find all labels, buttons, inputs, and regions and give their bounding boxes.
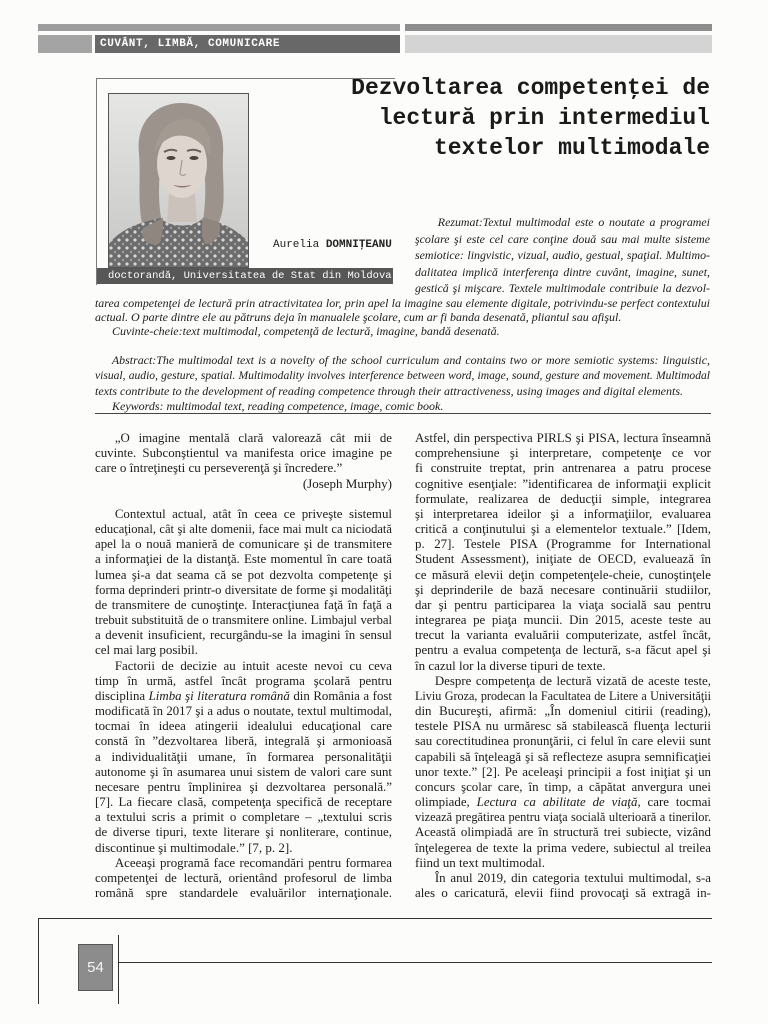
line-text: a informaţiei de la distanţă. Este momentul în care toată [95, 551, 392, 567]
line-text: tarea competenţei de lectură prin atractivitatea lor, prin apel la imagine sau elemente digitale, potrivindu-se perfect contextului [95, 296, 710, 310]
rezumat-block [415, 214, 710, 297]
body-line [95, 855, 392, 870]
rezumat-line [415, 214, 710, 231]
body-line [415, 460, 711, 475]
line-text: Liviu Groza, prodecan la Facultatea de Litere a Universităţii [415, 687, 711, 703]
line-text: competenţei de lectură, orientând profesorul de limba [95, 869, 392, 885]
line-text: dar şi pentru participarea la viaţa socială sau pentru [415, 596, 711, 612]
line-text: fiind un text multimodal. [415, 854, 545, 870]
line-text: ce măsură elevii deţin competenţele-cheie, cunoştinţele [415, 566, 711, 582]
line-text: apel la o nouă manieră de comunicare şi de transmitere [95, 536, 392, 552]
body-line [415, 521, 711, 536]
body-line [95, 551, 392, 566]
text-run: , care tocmai [637, 794, 711, 810]
line-text: Astfel, din perspectiva PIRLS şi PISA, lectura înseamnă [415, 430, 711, 445]
line-text: texts contribute to the development of reading competence through their attractiveness, using images and digital elements. [95, 383, 683, 398]
line-text: pentru a evalua competenţa de lectură, s-a făcut apel şi [415, 642, 711, 658]
section-divider [95, 413, 711, 414]
body-line [95, 627, 392, 642]
body-paragraph [95, 658, 392, 855]
line-text: „O imagine mentală clară valorează cât mii de [114, 430, 392, 445]
body-line [415, 476, 711, 491]
line-text: Factorii de decizie au intuit aceste nevoi cu ceva [114, 657, 392, 673]
body-line [95, 642, 392, 657]
header-rule-right [405, 24, 712, 31]
body-line [415, 445, 711, 460]
line-text: tocmai în ideea atingerii idealului educaţional care [95, 718, 392, 734]
line-text: educaţional, cât şi alte domenii, face mai mult ca niciodată [95, 521, 392, 536]
body-line [415, 506, 711, 521]
line-text: care o întreţineşti cu perseverenţă şi încredere.” [95, 460, 343, 476]
title-line: Dezvoltarea competenţei de [351, 75, 710, 101]
epigraph-line [95, 460, 392, 475]
title-line: textelor multimodale [433, 135, 710, 161]
body-line [415, 870, 711, 885]
line-text: în cazul lor la diverse tipuri de texte. [415, 657, 606, 673]
author-photo [108, 93, 249, 268]
line-text: Aceeaşi programă face recomandări pentru formarea [114, 854, 392, 870]
body-line [95, 582, 392, 597]
author-name [273, 238, 392, 252]
body-line [95, 718, 392, 733]
rezumat-block-wide [95, 296, 710, 324]
line-text: visual, audio, gesture, spatial. Multimodality involves interference between word, image, sound, gesture and movement. Multimodal [95, 368, 710, 383]
line-text: gestică şi mişcare. Textele multimodale contribuie la dezvol- [415, 281, 710, 295]
body-line [95, 764, 392, 779]
line-text: de transmitere de cunoştinţe. Interacţiunea faţă în faţă a [95, 596, 392, 612]
body-line [415, 824, 711, 839]
body-paragraph [415, 430, 711, 673]
line-text: din Bucureşti, afirmă: „În domeniul citirii (reading), [415, 703, 711, 719]
body-line [415, 688, 711, 703]
line-text: unor texte.” [2]. Pe aceleaşi principii a fost iniţiat şi un [415, 763, 711, 779]
right-column [415, 430, 711, 900]
body-line [95, 870, 392, 885]
author-last-name: DOMNIŢEANU [325, 239, 392, 251]
line-text: formulate, realizarea de deducţii simple, integrarea [415, 490, 711, 506]
body-paragraph [95, 855, 392, 901]
emphasized-title: Limba şi literatura română [148, 687, 290, 703]
body-line [415, 673, 711, 688]
line-text: actual. O parte dintre ele au pătruns deja în manualele şcolare, cum ar fi banda desenată, pliantul sau afişul. [95, 310, 622, 325]
abstract-line [95, 368, 710, 383]
abstract-line [95, 384, 710, 399]
line-text: Contextul actual, atât în ceea ce priveşte sistemul [114, 505, 392, 521]
abstract-block [95, 353, 710, 399]
body-line [415, 703, 711, 718]
rezumat-line [95, 296, 710, 310]
line-text: autonome şi în asumarea unui sistem de valori care sunt [95, 763, 392, 779]
author-first-name: Aurelia [273, 239, 320, 251]
line-text: concurs şcolar care, în timp, a căpătat anvergura unei [415, 778, 711, 794]
line-text: a devenit insuficient, recurgându-se la imagini în sensul [95, 627, 392, 643]
title-line: lectură prin intermediul [378, 105, 710, 131]
line-text: Rezumat:Textul multimodal este o noutate a programei [437, 215, 710, 229]
body-line [415, 718, 711, 733]
line-text: integrarea pe piaţa muncii. Din 2015, aceste teste au [415, 612, 711, 628]
paragraph-spacer [95, 491, 392, 506]
footer-rule-inner [118, 935, 119, 1004]
body-line [95, 567, 392, 582]
line-text: Abstract:The multimodal text is a novelty of the school curriculum and contains two or more semiotic systems: linguistic, [111, 353, 710, 367]
body-line [415, 794, 711, 809]
body-line [415, 430, 711, 445]
body-line [415, 840, 711, 855]
line-text: În anul 2019, din categoria textului multimodal, s-a [434, 869, 711, 885]
body-line [415, 764, 711, 779]
body-line [415, 597, 711, 612]
text-run: din România a fost [289, 687, 392, 703]
rezumat-keywords [95, 324, 710, 338]
body-line [415, 658, 711, 673]
line-text: Student Assessment), iniţiate de OECD, evaluează în [415, 551, 711, 567]
line-text: comprehensiune şi interpretare, competenţe ce vor [415, 445, 711, 461]
abstract-line [95, 353, 710, 368]
rezumat-line [415, 264, 710, 281]
line-text: p. 27]. Testele PISA (Programme for International [415, 536, 711, 552]
body-line [415, 885, 711, 900]
body-line [415, 809, 711, 824]
line-text: ales o caricatură, elevii fiind provocaţi să extragă in- [415, 885, 711, 901]
line-text: lumea şi-a dat seama că se pot dezvolta competenţe şi [95, 566, 392, 582]
line-text: de diverse tipuri, texte literare şi nonliterare, continue, [95, 824, 392, 840]
line-text: şcolare şi este cel care conţine două sau mai multe sisteme [415, 231, 710, 246]
keywords-text: Keywords: multimodal text, reading competence, image, comic book. [112, 399, 444, 413]
body-line [95, 703, 392, 718]
line-text: constă în ”dezvoltarea liberă, integrală şi armonioasă [95, 733, 392, 749]
line-text: înţelegerea de texte la prima vedere, subiectul al treilea [415, 839, 711, 855]
line-text: semiotice: lingvistic, vizual, audio, gestual, spaţial. Multimo- [415, 248, 710, 262]
body-line [415, 642, 711, 657]
body-line [95, 779, 392, 794]
rezumat-line [95, 310, 710, 324]
line-text: forma deprinderi printr-o diversitate de forme şi modalităţi [95, 581, 392, 597]
rezumat-line [415, 231, 710, 248]
line-text: a individualităţii umane, în formarea personalităţii [95, 748, 392, 764]
text-run: olimpiade, [415, 794, 477, 810]
author-affiliation: doctorandă, Universitatea de Stat din Moldova [97, 268, 393, 284]
body-line [415, 582, 711, 597]
line-text: [7]. La fiecare clasă, competenţa specifică de receptare [95, 794, 392, 810]
body-line [95, 658, 392, 673]
line-text: şi interpretarea ideilor şi a informaţiilor, evaluarea [415, 505, 711, 521]
body-line [95, 597, 392, 612]
body-line [95, 809, 392, 824]
section-label: CUVÂNT, LIMBĂ, COMUNICARE [95, 35, 400, 53]
header-rule-left [38, 24, 400, 31]
body-paragraph [95, 506, 392, 658]
epigraph [95, 430, 392, 476]
body-line [415, 733, 711, 748]
body-line [95, 885, 392, 900]
body-line [95, 733, 392, 748]
left-column [95, 430, 392, 900]
rezumat-line [415, 280, 710, 297]
body-line [415, 536, 711, 551]
footer-rule-top [38, 918, 712, 919]
line-text: a textului scris a primit o completare – „textului scris [95, 809, 392, 825]
line-text: critică a conţinutului şi a elementelor textuale.” [Idem, [415, 521, 711, 537]
body-line [95, 824, 392, 839]
line-text: capabili să înţeleagă şi să reflecteze asupra semnificaţiei [415, 748, 711, 764]
line-text: şi deprinderile de bază necesare continuării studiilor, [415, 581, 711, 597]
line-text: necesare pentru împlinirea şi dezvoltarea personală.” [95, 778, 392, 794]
epigraph-line [95, 445, 392, 460]
epigraph-line [95, 430, 392, 445]
footer-rule-left [38, 918, 39, 1004]
body-line [95, 521, 392, 536]
line-text: trebuit substituită de o transmitere online. Limbajul verbal [95, 612, 392, 628]
abstract-keywords [95, 399, 710, 414]
body-paragraph [415, 673, 711, 870]
line-text: cel mai larg posibil. [95, 642, 199, 658]
line-text: sau corectitudinea pronunţării, ci felul în care elevii sunt [415, 733, 711, 749]
page-number: 54 [78, 944, 113, 991]
body-line [415, 551, 711, 566]
epigraph-author: (Joseph Murphy) [302, 475, 392, 491]
body-line [95, 536, 392, 551]
body-line [95, 794, 392, 809]
body-line [95, 840, 392, 855]
line-text: cognitive esenţiale: ”identificarea de informaţii explicit [415, 475, 711, 491]
body-line [415, 567, 711, 582]
body-line [95, 688, 392, 703]
body-line [95, 506, 392, 521]
body-line [415, 491, 711, 506]
article-title [351, 73, 710, 163]
portrait-image [109, 94, 249, 268]
body-line [415, 612, 711, 627]
line-text: vizează pregătirea pentru viaţa socială ulterioară a tinerilor. [415, 809, 711, 825]
line-text: discontinue şi multimodale.” [7, p. 2]. [95, 839, 293, 855]
line-text: modificată în 2017 şi a adus o noutate, textul multimodal, [95, 703, 392, 719]
line-text: Această olimpiadă are în structură trei subiecte, vizând [415, 824, 711, 840]
line-text: testele PISA nu urmăresc să stabilească fluenţa lecturii [415, 718, 711, 734]
body-line [95, 673, 392, 688]
line-text: Despre competenţa de lectură vizată de aceste teste, [434, 672, 711, 688]
body-line [415, 855, 711, 870]
header-band [405, 35, 712, 53]
line-text [95, 688, 392, 703]
line-text: română spre standardele evaluărilor internaţionale. [95, 885, 392, 901]
line-text: dalitatea implică interferenţa dintre cuvânt, imagine, sunet, [415, 264, 710, 279]
header-block [38, 35, 92, 53]
rezumat-line [415, 247, 710, 264]
body-line [415, 749, 711, 764]
footer-rule-bottom [118, 962, 712, 963]
line-text: timp în urmă, astfel încât programa şcolară pentru [95, 672, 392, 688]
body-line [95, 612, 392, 627]
text-run: disciplina [95, 687, 149, 703]
body-paragraph [415, 870, 711, 900]
keywords-text: Cuvinte-cheie:text multimodal, competenţă de lectură, imagine, bandă desenată. [112, 324, 500, 338]
line-text: cuvinte. Subconştientul va manifesta orice imagine pe [95, 445, 392, 461]
body-line [415, 627, 711, 642]
body-line [95, 749, 392, 764]
line-text: trecut la varianta evaluării computerizate, astfel încât, [415, 627, 711, 643]
emphasized-title: Lectura ca abilitate de viaţă [476, 794, 638, 810]
body-line [415, 779, 711, 794]
line-text [415, 794, 711, 809]
line-text: fi construite treptat, prin antrenarea a patru procese [415, 460, 711, 476]
